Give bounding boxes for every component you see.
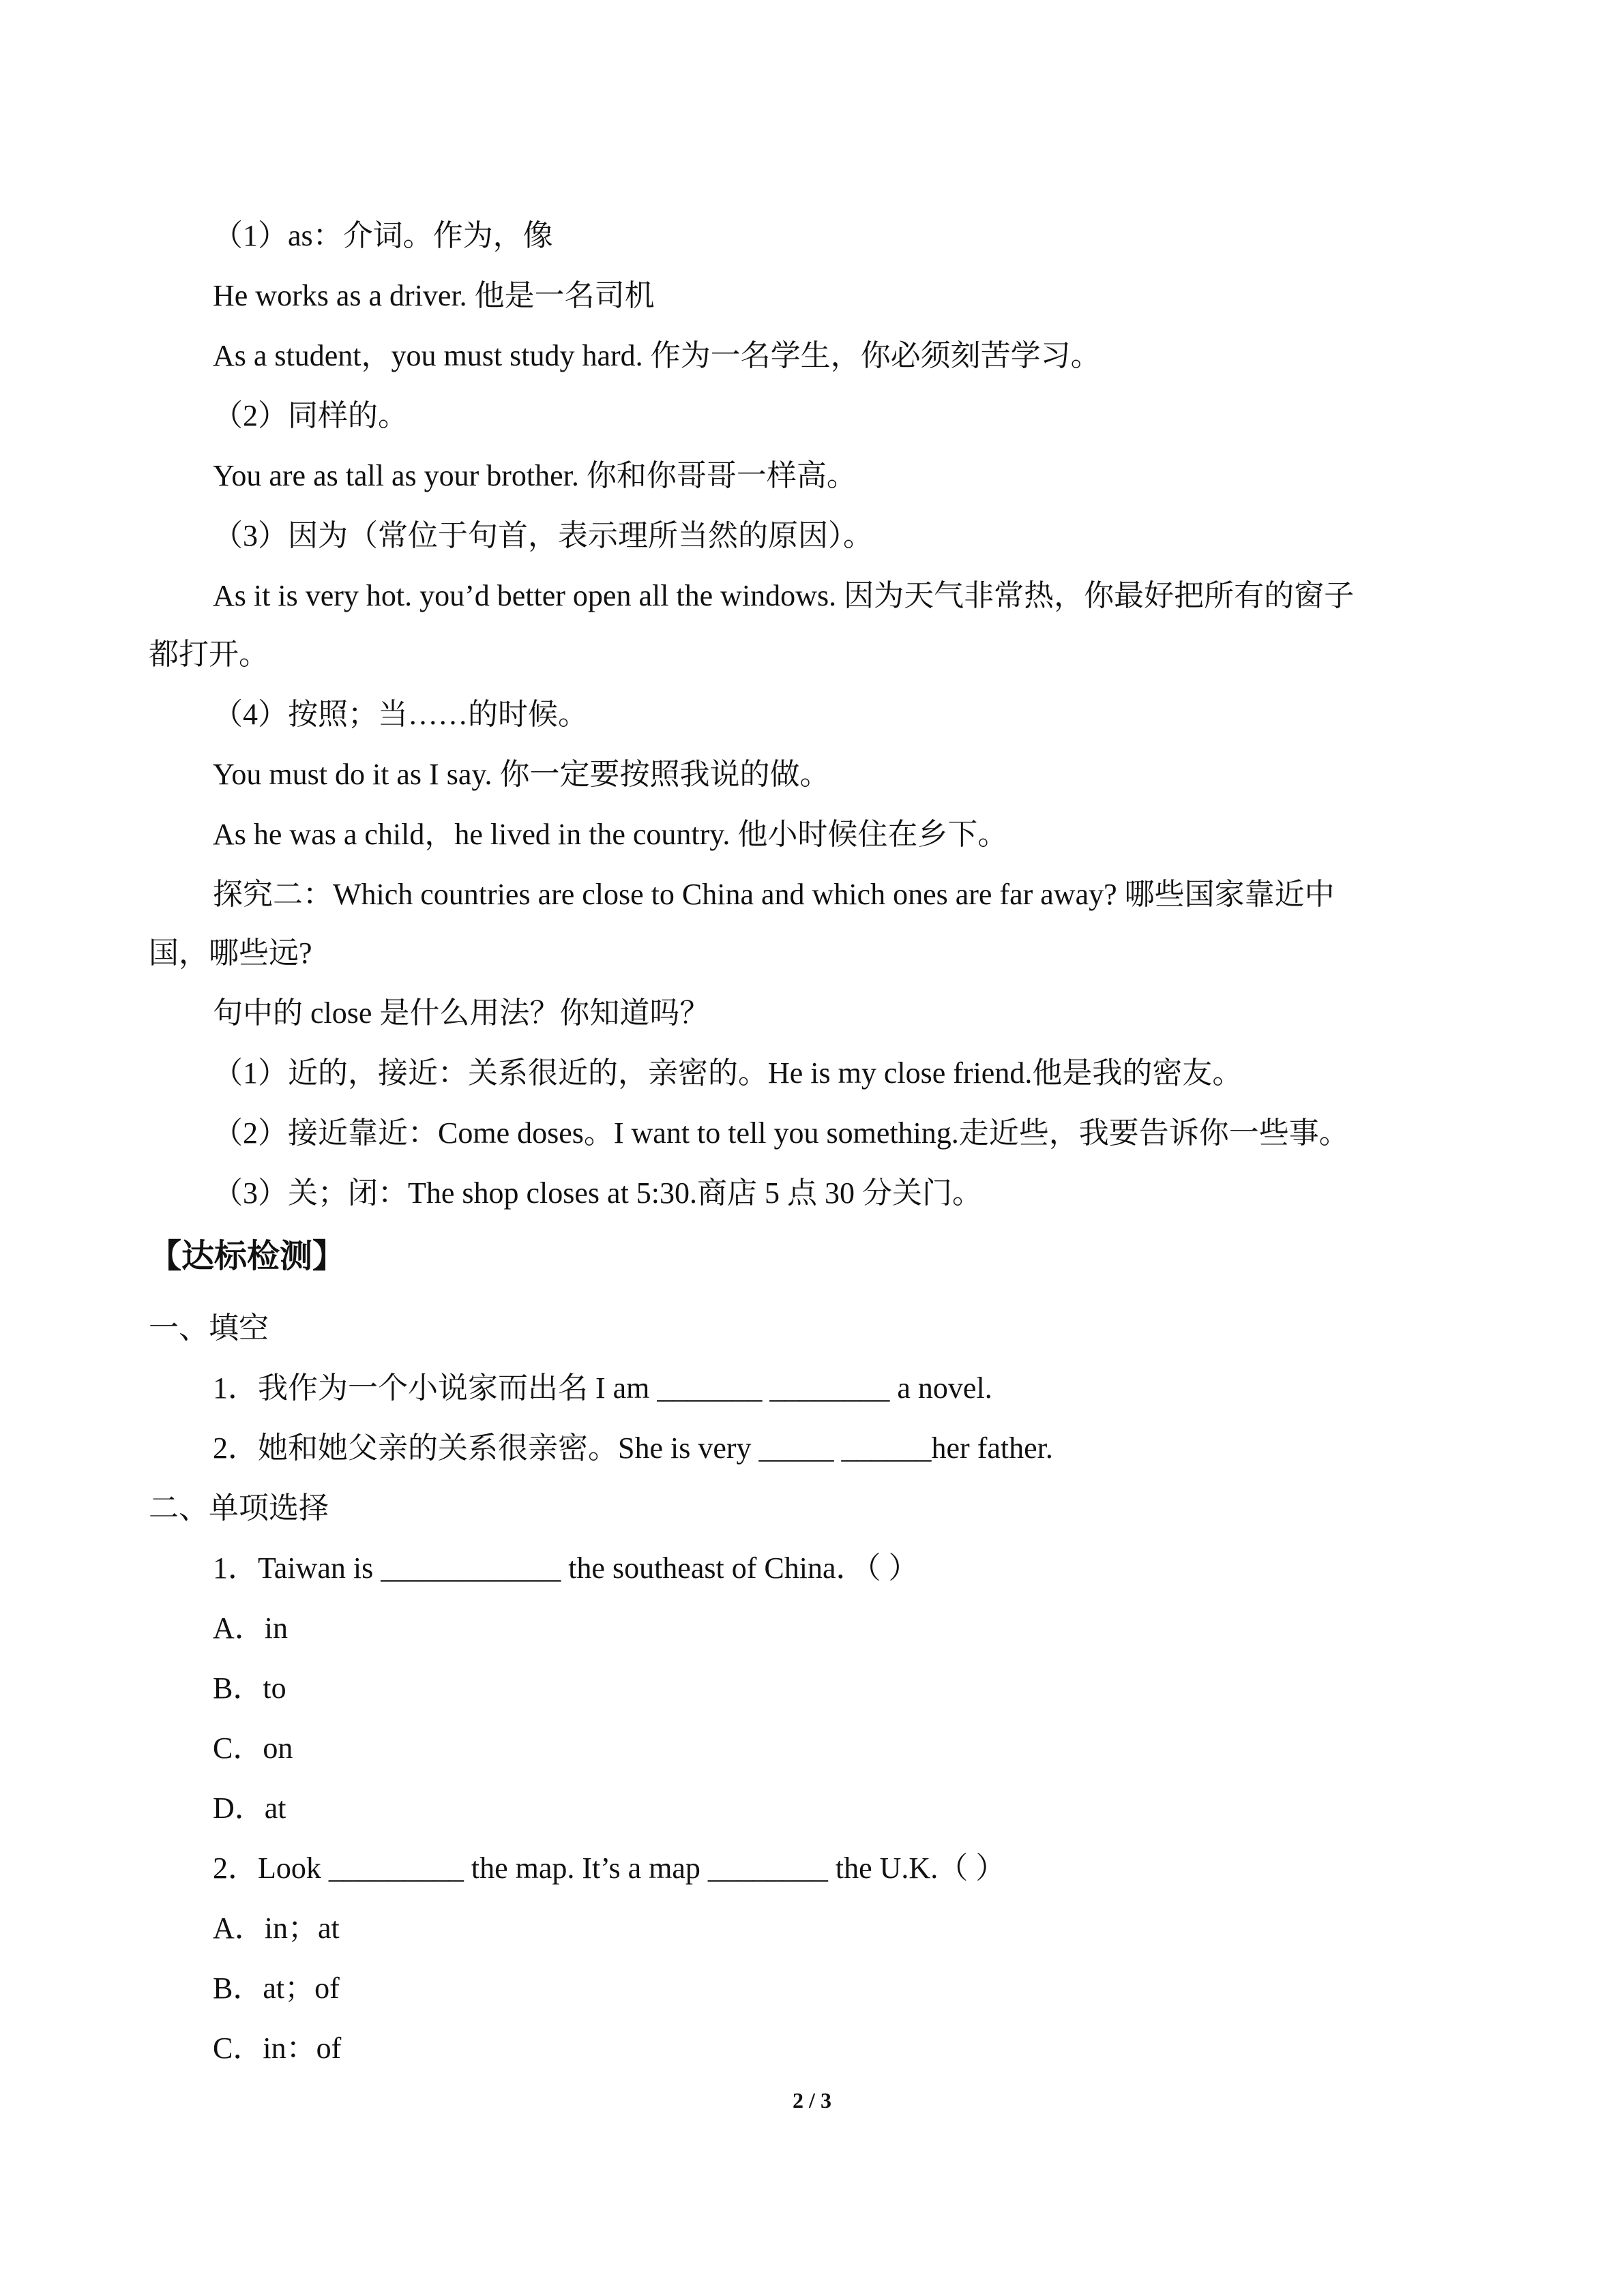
question: 1．我作为一个小说家而出名 I am _______ ________ a novel. — [213, 1371, 992, 1405]
text-line: （2）接近靠近：Come doses。I want to tell you something.走近些，我要告诉你一些事。 — [213, 1116, 1349, 1150]
part-title: 一、填空 — [149, 1311, 269, 1345]
answer-option: C．on — [213, 1731, 293, 1765]
text-line: （1）近的，接近：关系很近的，亲密的。He is my close friend.他是我的密友。 — [213, 1056, 1243, 1090]
text-line: （4）按照；当……的时候。 — [213, 698, 588, 731]
question: 2．Look _________ the map. It’s a map ________ the U.K.（ ） — [213, 1851, 1006, 1885]
answer-option: B．to — [213, 1671, 286, 1705]
text-line: （3）关；闭：The shop closes at 5:30.商店 5 点 30 分关门。 — [213, 1176, 983, 1210]
part-title: 二、单项选择 — [149, 1491, 329, 1525]
text-line: As a student，you must study hard. 作为一名学生，你必须刻苦学习。 — [213, 339, 1101, 372]
text-line: As he was a child，he lived in the country. 他小时候住在乡下。 — [213, 818, 1008, 851]
text-line: （1）as：介词。作为，像 — [213, 219, 553, 252]
question: 2．她和她父亲的关系很亲密。She is very _____ ______her father. — [213, 1431, 1053, 1465]
answer-option: A．in；at — [213, 1911, 340, 1945]
answer-option: D．at — [213, 1791, 286, 1825]
text-line: 都打开。 — [149, 638, 269, 671]
text-line: He works as a driver. 他是一名司机 — [213, 279, 655, 312]
answer-option: B．at；of — [213, 1971, 340, 2005]
text-line: 探究二：Which countries are close to China and which ones are far away? 哪些国家靠近中 — [213, 878, 1335, 911]
text-line: You must do it as I say. 你一定要按照我说的做。 — [213, 758, 830, 791]
answer-option: C．in：of — [213, 2031, 342, 2065]
text-line: 句中的 close 是什么用法？你知道吗？ — [213, 996, 710, 1030]
text-line: （2）同样的。 — [213, 399, 408, 432]
question: 1．Taiwan is ____________ the southeast of China．（ ） — [213, 1551, 919, 1585]
text-line: As it is very hot. you’d better open all the windows. 因为天气非常热，你最好把所有的窗子 — [213, 579, 1355, 612]
text-line: （3）因为（常位于句首，表示理所当然的原因）。 — [213, 519, 873, 552]
page-number: 2 / 3 — [793, 2088, 831, 2113]
section-heading: 【达标检测】 — [149, 1237, 346, 1275]
text-line: You are as tall as your brother. 你和你哥哥一样高。 — [213, 459, 857, 492]
text-line: 国，哪些远? — [149, 936, 312, 970]
answer-option: A．in — [213, 1611, 288, 1645]
